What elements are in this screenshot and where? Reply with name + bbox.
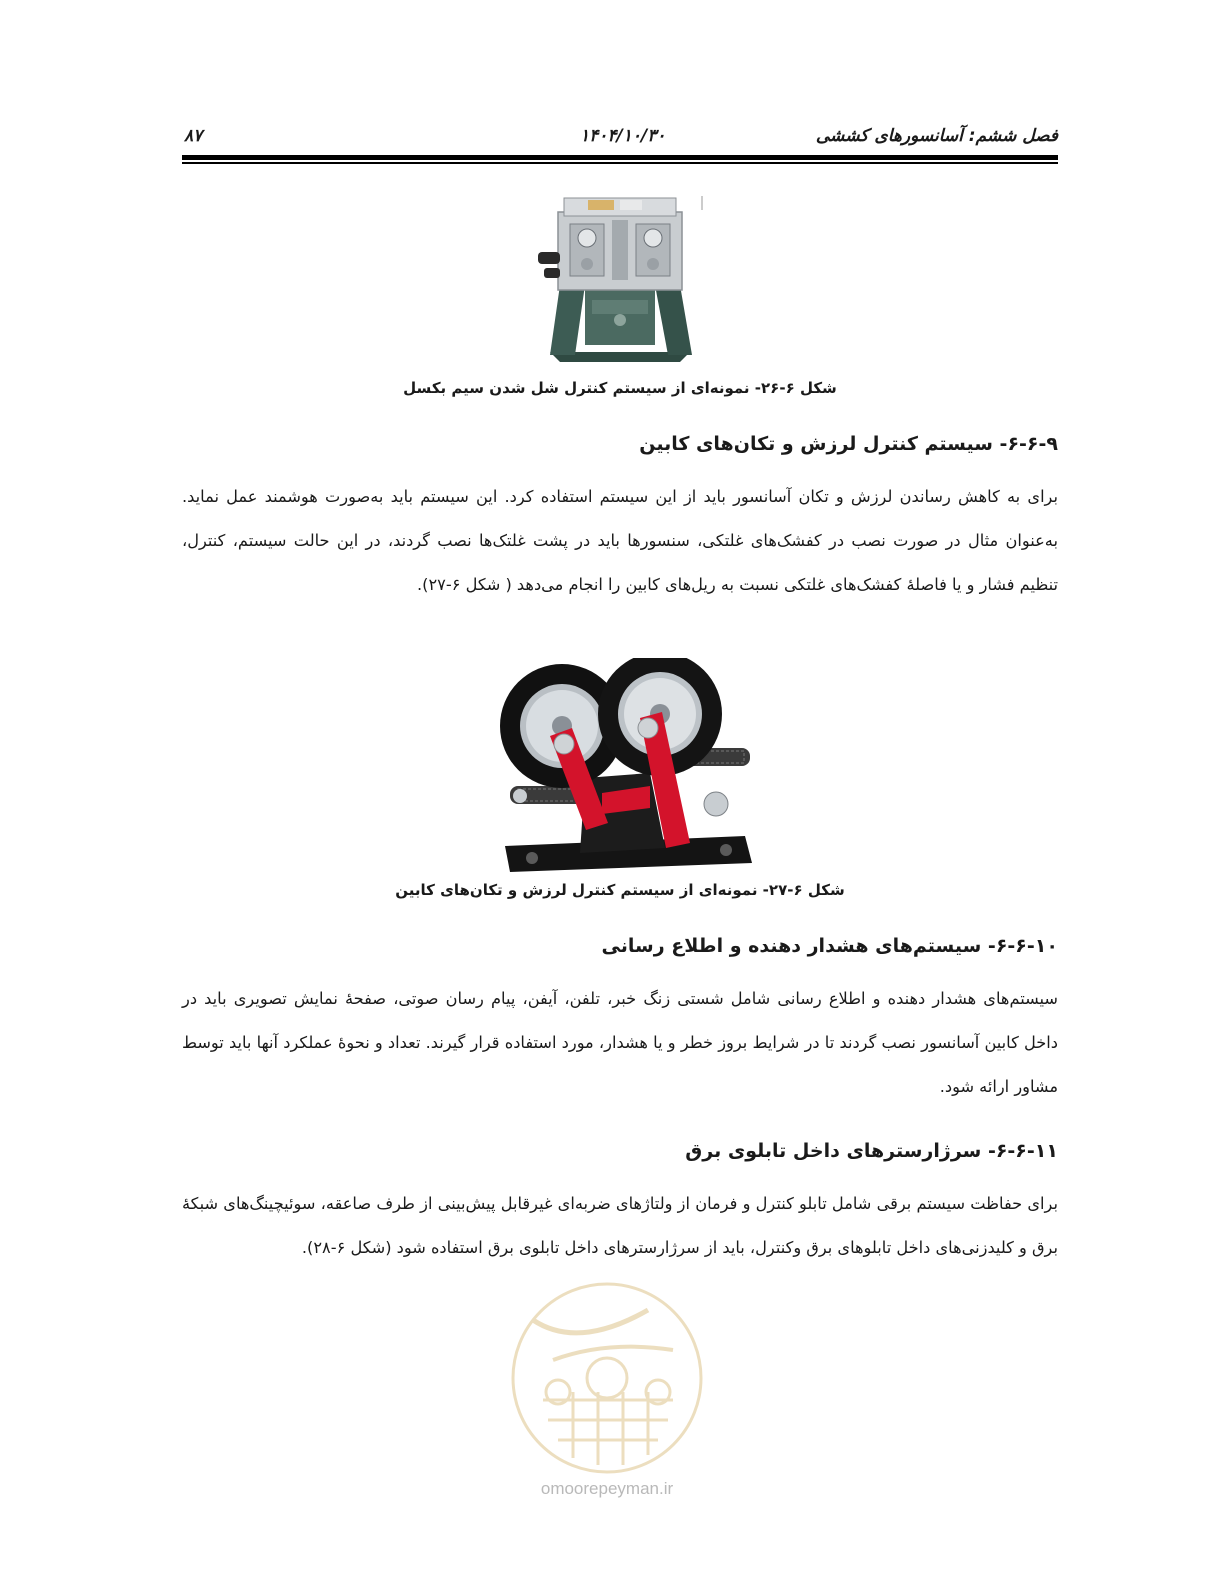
section-heading-6-6-9: ۶-۶-۹- سیستم کنترل لرزش و تکان‌های کابین	[639, 433, 1058, 455]
rope-slack-device-image	[530, 190, 710, 368]
section-heading-6-6-11: ۶-۶-۱۱- سرژارسترهای داخل تابلوی برق	[685, 1140, 1058, 1162]
section-body-6-6-11: برای حفاظت سیستم برقی شامل تابلو کنترل و فرمان از ولتاژهای ضربه‌ای غیرقابل پیش‌بینی از طرف صاعقه، سوئیچینگ‌های شبکهٔ برق و کلیدزنی‌های داخل تابلوهای برق وکنترل، باید از سرژارسترهای داخل تابلوی برق استفاده شود (شکل ۶-۲۸).	[182, 1194, 1058, 1257]
watermark-url: omoorepeyman.ir	[540, 1479, 674, 1498]
section-body-6-6-10: سیستم‌های هشدار دهنده و اطلاع رسانی شامل شستی زنگ خبر، تلفن، آیفن، پیام رسان صوتی، صفحهٔ نمایش تصویری باید در داخل کابین آسانسور نصب گردند تا در شرایط بروز خطر و یا هشدار، مورد استفاده قرار گیرند. تعداد و نحوهٔ عملکرد آنها باید توسط مشاور ارائه شود.	[182, 989, 1058, 1096]
chapter-title: فصل ششم: آسانسورهای کششی	[815, 126, 1058, 146]
header-date: ۱۴۰۴/۱۰/۳۰	[580, 126, 666, 146]
figure-caption-6-26: شکل ۶-۲۶- نمونه‌ای از سیستم کنترل شل شدن سیم بکسل	[403, 379, 837, 397]
section-heading-6-6-10: ۶-۶-۱۰- سیستم‌های هشدار دهنده و اطلاع رسانی	[601, 935, 1058, 957]
header-rule-thick	[182, 155, 1058, 160]
header-rule-thin	[182, 162, 1058, 164]
watermark-logo	[498, 1280, 716, 1505]
roller-guide-shoe-image	[490, 658, 760, 880]
figure-caption-6-27: شکل ۶-۲۷- نمونه‌ای از سیستم کنترل لرزش و تکان‌های کابین	[395, 881, 845, 899]
page-header	[182, 118, 1058, 158]
section-body-6-6-9: برای به کاهش رساندن لرزش و تکان آسانسور باید از این سیستم استفاده کرد. این سیستم باید به‌صورت هوشمند عمل نماید. به‌عنوان مثال در صورت نصب در کفشک‌های غلتکی، سنسورها باید در پشت غلتک‌ها نصب گردند، در این حالت سیستم، کنترل، تنظیم فشار و یا فاصلهٔ کفشک‌های غلتکی نسبت به ریل‌های کابین را انجام می‌دهد ( شکل ۶-۲۷).	[182, 487, 1058, 594]
page-number: ۸۷	[184, 126, 203, 146]
